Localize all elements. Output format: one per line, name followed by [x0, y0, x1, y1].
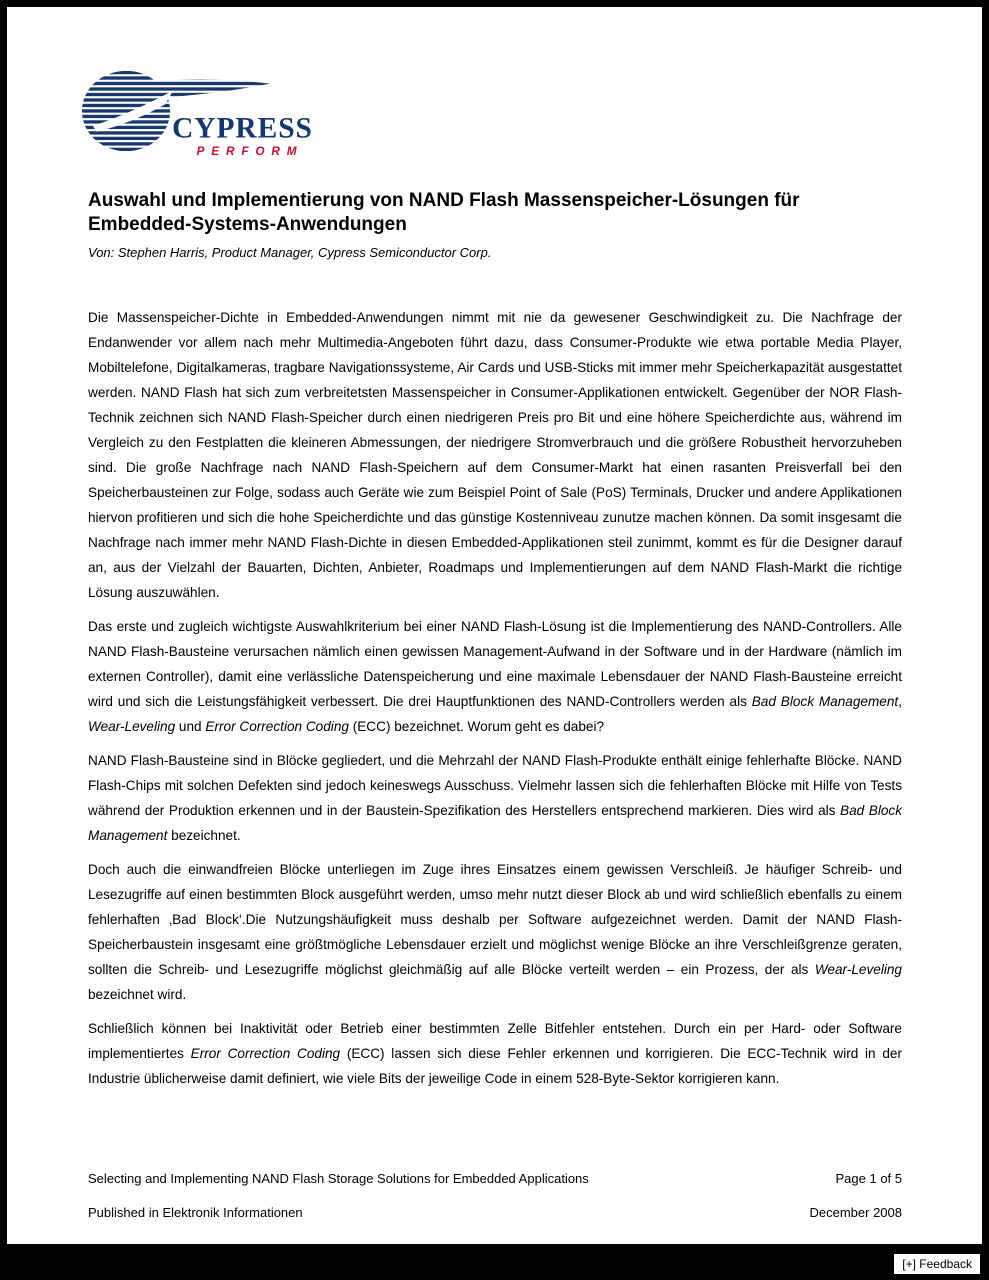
paragraph-text-run: Die Massenspeicher-Dichte in Embedded-Anwendungen nimmt mit nie da gewesener Geschwindigkeit zu. Die Nachfrage der Endanwender vor allem nach mehr Multimedia-Angeboten führt dazu, dass Consumer-Produkte wie etwa portable Media Player, Mobiltelefone, Digitalkameras, tragbare Navigationssysteme, Air Cards und USB-Sticks mit immer mehr Speicherkapazität ausgestattet werden. NAND Flash hat sich zum verbreitetsten Massenspeicher in Consumer-Applikationen entwickelt. Gegenüber der NOR Flash-Technik zeichnen sich NAND Flash-Speicher durch einen niedrigeren Preis pro Bit und eine höhere Speicherdichte aus, während im Vergleich zu den Festplatten die kleineren Abmessungen, der niedrigere Stromverbrauch und die größere Robustheit hervorzuheben sind. Die große Nachfrage nach NAND Flash-Speichern auf dem Consumer-Markt hat einen rasanten Preisverfall bei den Speicherbausteinen zur Folge, sodass auch Geräte wie zum Beispiel Point of Sale (PoS) Terminals, Drucker und andere Applikationen hiervon profitieren und sich die hohe Speicherdichte und das günstige Kostenniveau zunutze machen können. Da somit insgesamt die Nachfrage nach immer mehr NAND Flash-Dichte in diesen Embedded-Applikationen steil zunimmt, kommt es für die Designer darauf an, aus der Vielzahl der Bauarten, Dichten, Anbieter, Roadmaps und Implementierungen auf dem NAND Flash-Markt die richtige Lösung auszuwählen. — [88, 310, 902, 600]
paragraph — [88, 748, 902, 848]
paragraph-text-run: Schließlich können bei Inaktivität oder Betrieb einer bestimmten Zelle Bitfehler entstehen. Durch ein per Hard- oder Software implementiertes — [88, 1021, 902, 1061]
paragraph-text-run: , — [898, 694, 902, 709]
logo-tagline-text: PERFORM — [196, 145, 304, 159]
byline: Von: Stephen Harris, Product Manager, Cypress Semiconductor Corp. — [88, 245, 492, 260]
paragraph-italic-run: Wear-Leveling — [814, 962, 902, 977]
paragraph-italic-run: Wear-Leveling — [88, 719, 176, 734]
footer-document-title: Selecting and Implementing NAND Flash Storage Solutions for Embedded Applications — [88, 1171, 589, 1186]
paragraph-text-run: (ECC) bezeichnet. Worum geht es dabei? — [348, 719, 605, 734]
cypress-logo — [79, 65, 324, 168]
footer-row-1 — [88, 1171, 902, 1186]
footer-date: December 2008 — [809, 1205, 902, 1220]
footer-page-number: Page 1 of 5 — [835, 1171, 902, 1186]
footer-publication: Published in Elektronik Informationen — [88, 1205, 303, 1220]
paragraph-italic-run: Bad Block Management — [88, 803, 902, 843]
footer-row-2 — [88, 1205, 902, 1220]
page-title: Auswahl und Implementierung von NAND Flash Massenspeicher-Lösungen für Embedded-Systems-Anwendungen — [88, 190, 800, 235]
article-body — [88, 305, 902, 1100]
paragraph-italic-run: Error Correction Coding — [205, 719, 349, 734]
document-page — [7, 7, 982, 1244]
paragraph — [88, 614, 902, 739]
paragraph-text-run: Das erste und zugleich wichtigste Auswahlkriterium bei einer NAND Flash-Lösung ist die Implementierung des NAND-Controllers. Alle NAND Flash-Bausteine verursachen nämlich einen gewissen Management-Aufwand in der Software und in der Hardware (nämlich im externen Controller), damit eine verlässliche Datenspeicherung und eine maximale Lebensdauer der NAND Flash-Bausteine erreicht wird und sich die Leistungsfähigkeit verbessert. Die drei Hauptfunktionen des NAND-Controllers werden als — [88, 619, 902, 709]
paragraph-text-run: NAND Flash-Bausteine sind in Blöcke gegliedert, und die Mehrzahl der NAND Flash-Produkte enthält einige fehlerhafte Blöcke. NAND Flash-Chips mit solchen Defekten sind jedoch keineswegs Ausschuss. Vielmehr lassen sich die fehlerhaften Blöcke mit Hilfe von Tests während der Produktion erkennen und in der Baustein-Spezifikation des Herstellers entsprechend markieren. Dies wird als — [88, 753, 902, 818]
cypress-logo-icon — [79, 65, 324, 163]
paragraph-italic-run: Error Correction Coding — [190, 1046, 341, 1061]
paragraph-italic-run: Bad Block Management — [751, 694, 899, 709]
paragraph-text-run: und — [175, 719, 206, 734]
paragraph-text-run: (ECC) lassen sich diese Fehler erkennen und korrigieren. Die ECC-Technik wird in der Industrie üblicherweise damit definiert, wie viele Bits der jeweilige Code in einem 528-Byte-Sektor korrigieren kann. — [88, 1046, 902, 1086]
feedback-link[interactable]: [+] Feedback — [894, 1254, 980, 1274]
paragraph-text-run: bezeichnet wird. — [88, 987, 187, 1002]
paragraph-text-run: Doch auch die einwandfreien Blöcke unterliegen im Zuge ihres Einsatzes einem gewissen Verschleiß. Je häufiger Schreib- und Lesezugriffe auf einen bestimmten Block ausgeführt werden, umso mehr nutzt dieser Block ab und wird schließlich ebenfalls zu einem fehlerhaften ‚Bad Block‘.Die Nutzungshäufigkeit muss deshalb per Software aufgezeichnet werden. Damit der NAND Flash-Speicherbaustein insgesamt eine größtmögliche Lebensdauer erzielt und möglichst wenige Blöcke an ihre Verschleißgrenze geraten, sollten die Schreib- und Lesezugriffe möglichst gleichmäßig auf alle Blöcke verteilt werden – ein Prozess, der als — [88, 862, 902, 977]
paragraph — [88, 857, 902, 1007]
paragraph — [88, 1016, 902, 1091]
paragraph — [88, 305, 902, 605]
logo-brand-text: CYPRESS — [172, 112, 313, 145]
paragraph-text-run: bezeichnet. — [167, 828, 241, 843]
